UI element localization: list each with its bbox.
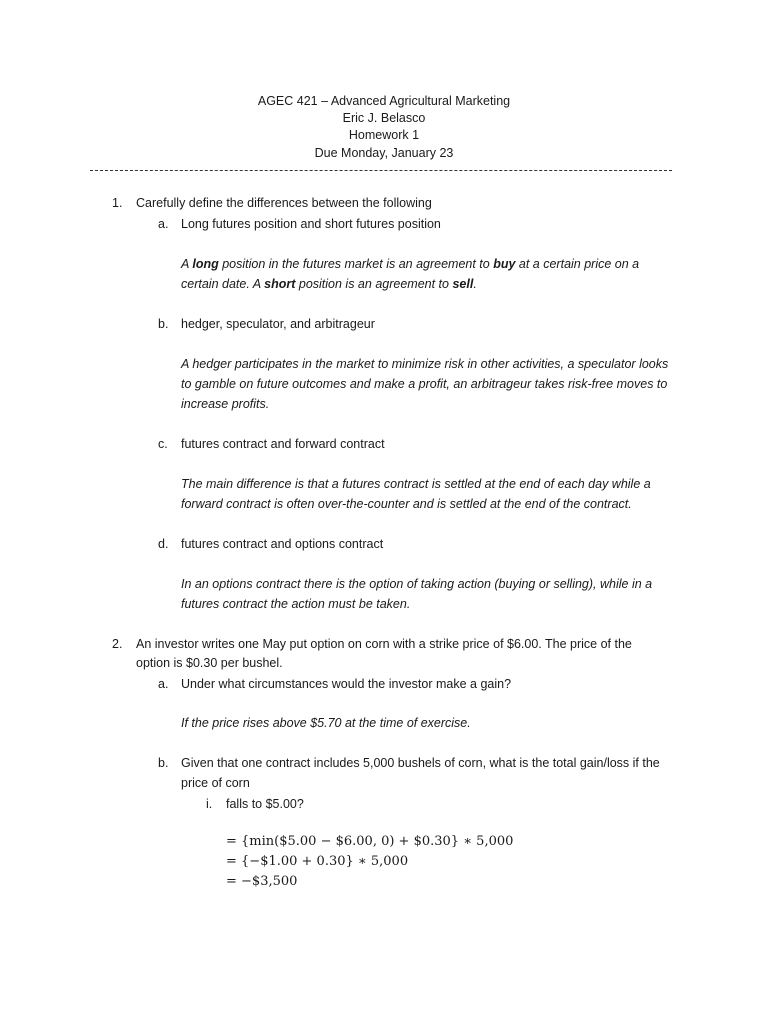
q2bi-prompt: falls to $5.00? bbox=[226, 797, 304, 811]
due-date: Due Monday, January 23 bbox=[314, 146, 454, 160]
equation-line-1: = {min($5.00 − $6.00, 0) + $0.30} ∗ 5,000 bbox=[226, 834, 514, 849]
course-title: AGEC 421 – Advanced Agricultural Marketing bbox=[257, 94, 511, 108]
q1a-prompt: Long futures position and short futures position bbox=[181, 217, 441, 231]
q1a-answer-line1: A long position in the futures market is an agreement to buy at a certain price on a bbox=[181, 257, 640, 271]
dashed-divider bbox=[90, 170, 672, 171]
q1b-answer-line2: to gamble on future outcomes and make a profit, an arbitrageur takes risk-free moves to bbox=[181, 377, 668, 391]
assignment-title: Homework 1 bbox=[348, 128, 420, 142]
q1b-answer-line3: increase profits. bbox=[181, 397, 270, 411]
q1a-answer-line2: certain date. A short position is an agreement to sell. bbox=[181, 277, 477, 291]
q1b-answer-line1: A hedger participates in the market to minimize risk in other activities, a speculator looks bbox=[181, 357, 669, 371]
q1d-label: d. bbox=[158, 537, 169, 551]
q1c-answer-line2: forward contract is often over-the-counter and is settled at the end of the contract. bbox=[181, 497, 632, 511]
q1b-prompt: hedger, speculator, and arbitrageur bbox=[181, 317, 375, 331]
q2b-prompt-line1: Given that one contract includes 5,000 bushels of corn, what is the total gain/loss if the bbox=[181, 756, 660, 770]
q1a-label: a. bbox=[158, 217, 169, 231]
q1c-prompt: futures contract and forward contract bbox=[181, 437, 385, 451]
q1-number: 1. bbox=[112, 196, 123, 210]
q2a-prompt: Under what circumstances would the investor make a gain? bbox=[181, 677, 512, 691]
q1c-answer-line1: The main difference is that a futures contract is settled at the end of each day while a bbox=[181, 477, 651, 491]
equation-line-2: = {−$1.00 + 0.30} ∗ 5,000 bbox=[226, 854, 409, 869]
equation-line-3: = −$3,500 bbox=[226, 874, 298, 889]
q2b-prompt-line2: price of corn bbox=[181, 776, 250, 790]
q1d-answer-line1: In an options contract there is the option of taking action (buying or selling), while in a bbox=[181, 577, 653, 591]
q2-text-line2: option is $0.30 per bushel. bbox=[136, 656, 283, 670]
q2bi-label: i. bbox=[206, 797, 213, 811]
q2a-answer: If the price rises above $5.70 at the time of exercise. bbox=[181, 716, 471, 730]
q2-number: 2. bbox=[112, 637, 123, 651]
q2a-label: a. bbox=[158, 677, 169, 691]
q1-text: Carefully define the differences between the following bbox=[136, 196, 432, 210]
q1b-label: b. bbox=[158, 317, 169, 331]
author-name: Eric J. Belasco bbox=[342, 111, 426, 125]
q2-text-line1: An investor writes one May put option on corn with a strike price of $6.00. The price of the bbox=[136, 637, 632, 651]
q2b-label: b. bbox=[158, 756, 169, 770]
q1d-prompt: futures contract and options contract bbox=[181, 537, 384, 551]
q1d-answer-line2: futures contract the action must be taken. bbox=[181, 597, 411, 611]
q1c-label: c. bbox=[158, 437, 168, 451]
